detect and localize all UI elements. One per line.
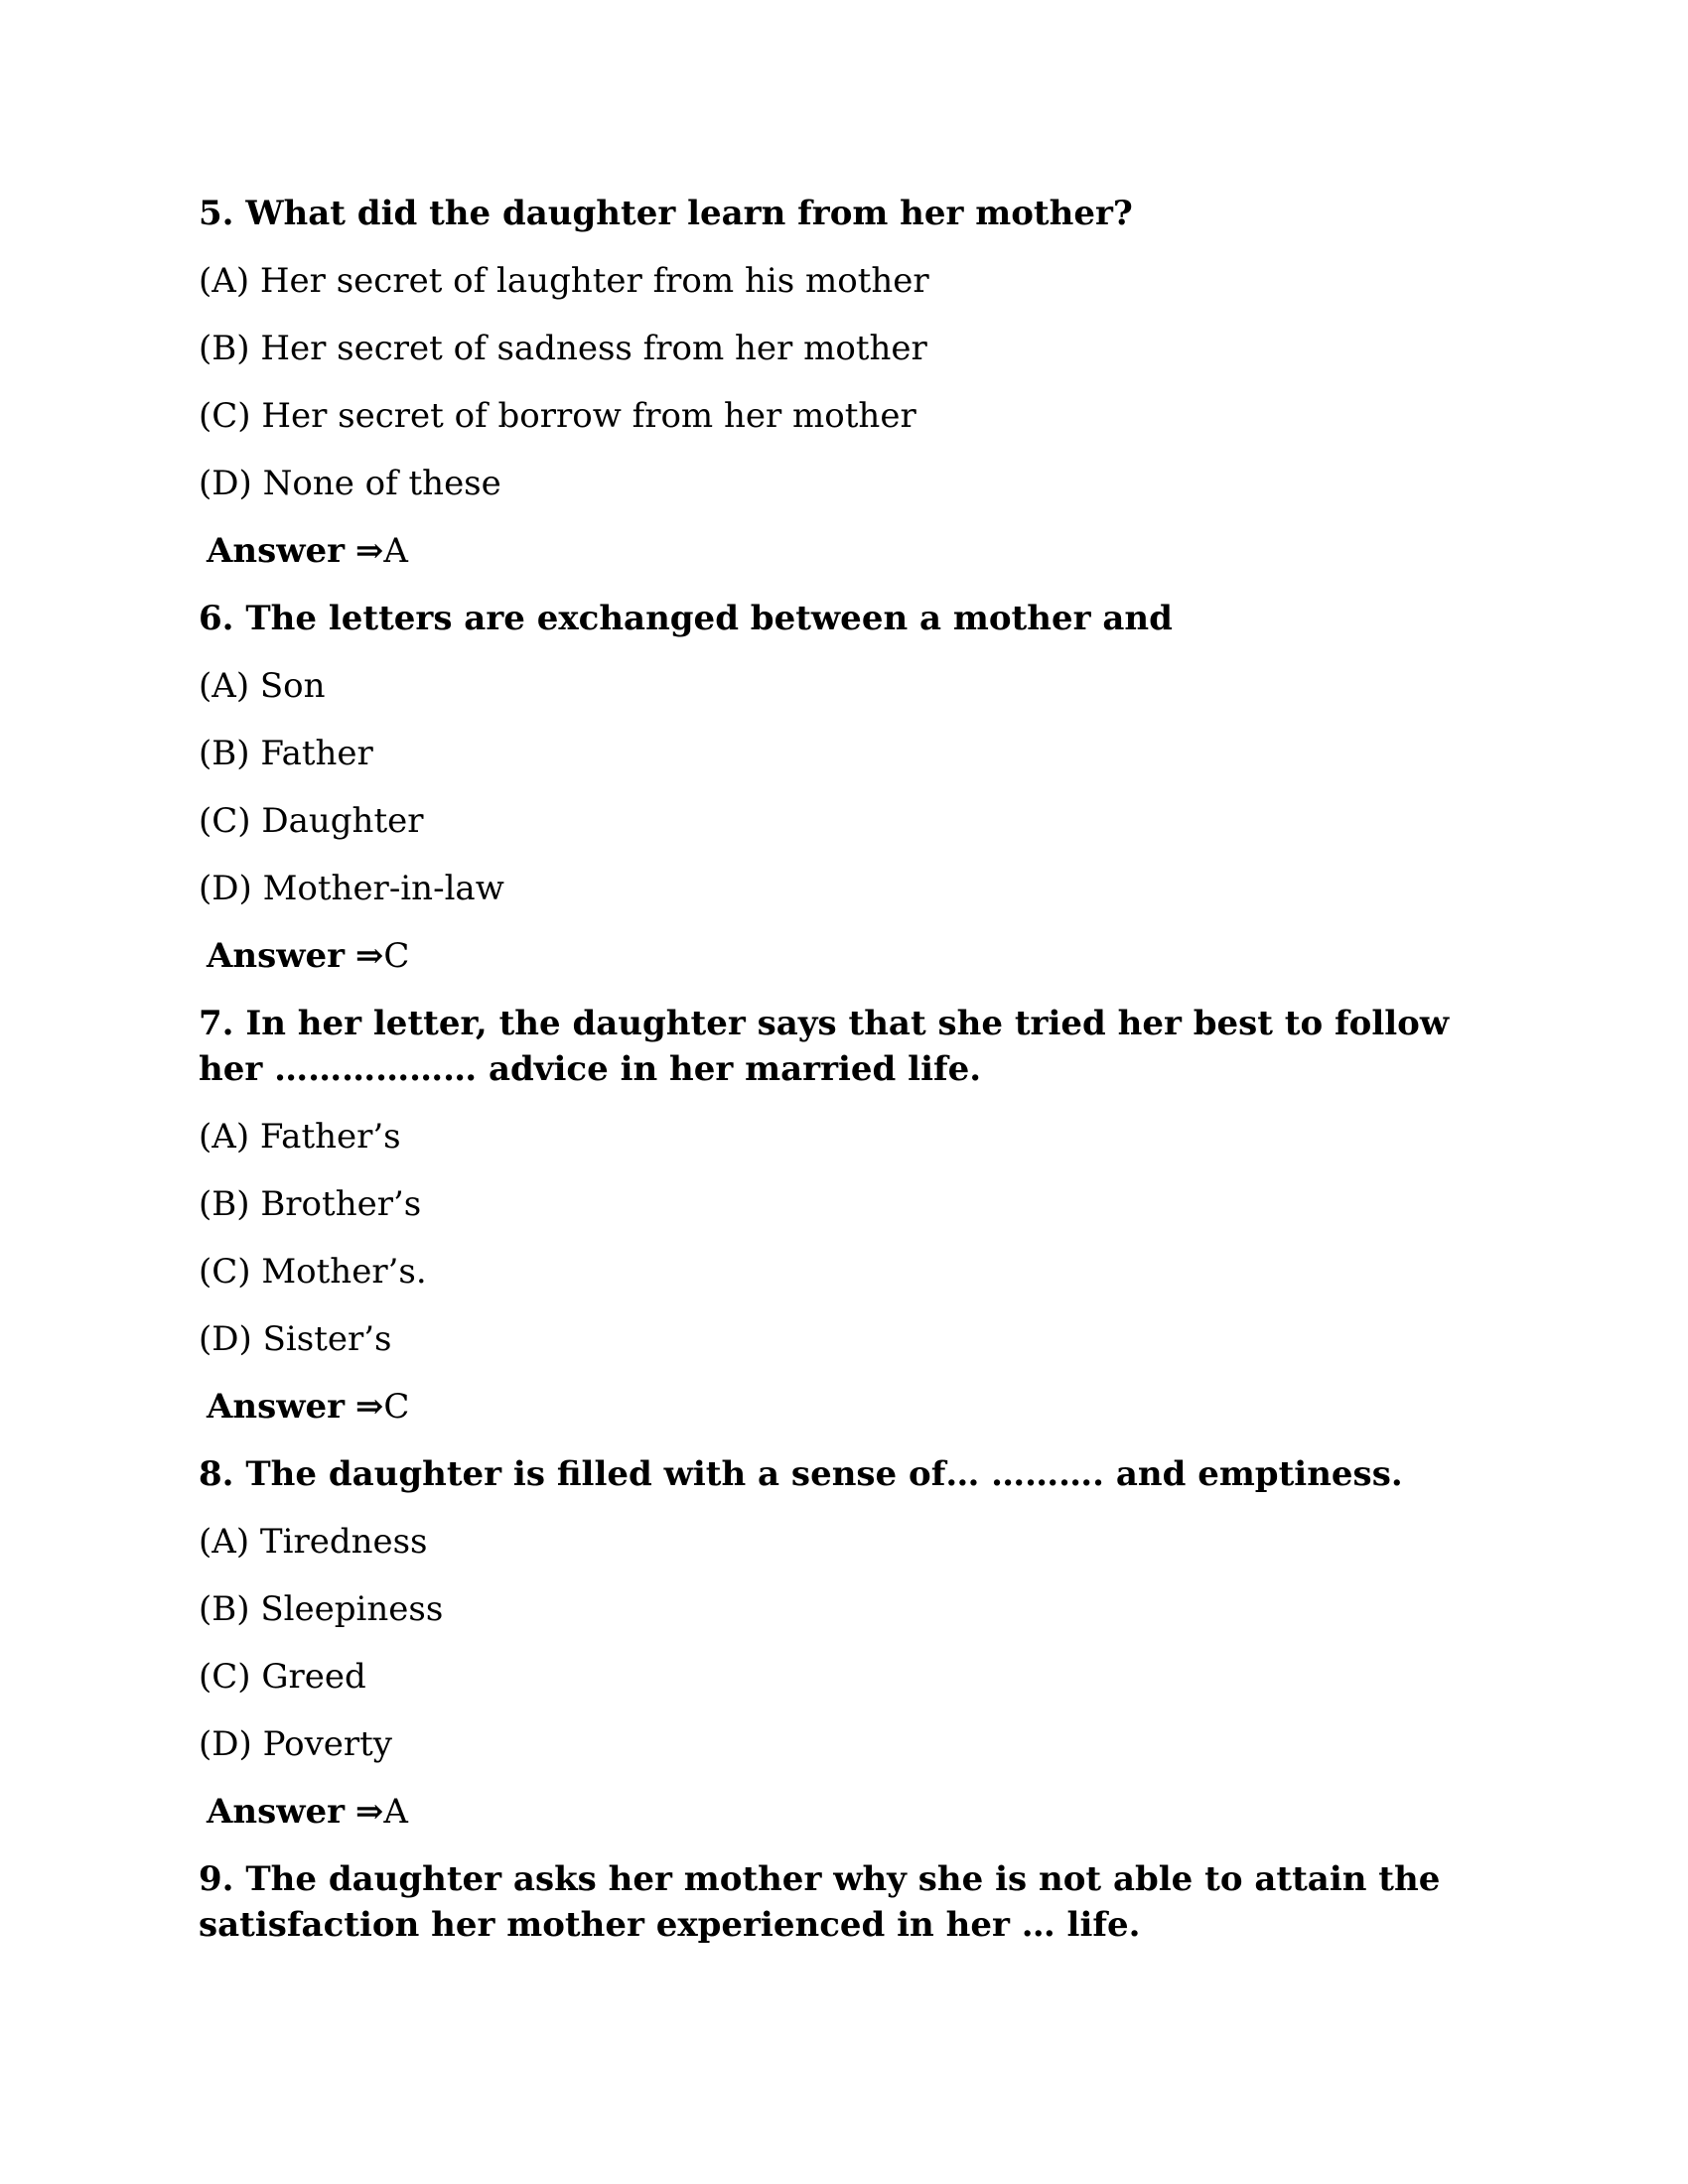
answer-arrow-icon: ⇒ <box>354 936 384 976</box>
question-block-5 <box>199 191 1509 574</box>
answer-value: A <box>383 1792 408 1832</box>
answer-label: Answer <box>207 1792 346 1832</box>
question-text: 5. What did the daughter learn from her mother? <box>199 194 1133 233</box>
option-d: (D) None of these <box>199 464 501 503</box>
option-c: (C) Her secret of borrow from her mother <box>199 396 916 436</box>
option-a: (A) Son <box>199 666 326 706</box>
answer-value: C <box>383 1387 410 1427</box>
answer-value: C <box>383 936 410 976</box>
option-a: (A) Her secret of laughter from his mother <box>199 261 929 301</box>
answer-label: Answer <box>207 531 346 571</box>
answer-line <box>207 528 1509 574</box>
option-d: (D) Mother-in-law <box>199 869 504 908</box>
answer-line <box>207 933 1509 979</box>
option-b: (B) Brother’s <box>199 1184 422 1224</box>
option-d: (D) Sister’s <box>199 1319 392 1359</box>
document-page <box>199 191 1509 1970</box>
option-c: (C) Daughter <box>199 801 424 841</box>
answer-value: A <box>383 531 408 571</box>
question-block-6 <box>199 596 1509 979</box>
question-text: 9. The daughter asks her mother why she is not able to attain the satisfaction her mother experienced in her … life. <box>199 1859 1441 1945</box>
option-b: (B) Father <box>199 734 373 773</box>
question-text: 6. The letters are exchanged between a mother and <box>199 599 1173 638</box>
question-text: 8. The daughter is filled with a sense of… ………. and emptiness. <box>199 1454 1403 1494</box>
question-block-9 <box>199 1856 1509 1948</box>
option-c: (C) Mother’s. <box>199 1252 427 1292</box>
answer-line <box>207 1384 1509 1430</box>
answer-arrow-icon: ⇒ <box>354 531 384 571</box>
option-d: (D) Poverty <box>199 1724 393 1764</box>
option-c: (C) Greed <box>199 1657 366 1697</box>
question-block-8 <box>199 1451 1509 1835</box>
question-block-7 <box>199 1001 1509 1430</box>
answer-label: Answer <box>207 1387 346 1427</box>
option-a: (A) Tiredness <box>199 1522 428 1562</box>
option-b: (B) Sleepiness <box>199 1589 444 1629</box>
answer-arrow-icon: ⇒ <box>354 1792 384 1832</box>
answer-line <box>207 1789 1509 1835</box>
question-text: 7. In her letter, the daughter says that she tried her best to follow her ……………… advice in her married life. <box>199 1004 1450 1089</box>
answer-arrow-icon: ⇒ <box>354 1387 384 1427</box>
answer-label: Answer <box>207 936 346 976</box>
option-b: (B) Her secret of sadness from her mother <box>199 329 927 368</box>
option-a: (A) Father’s <box>199 1117 401 1157</box>
